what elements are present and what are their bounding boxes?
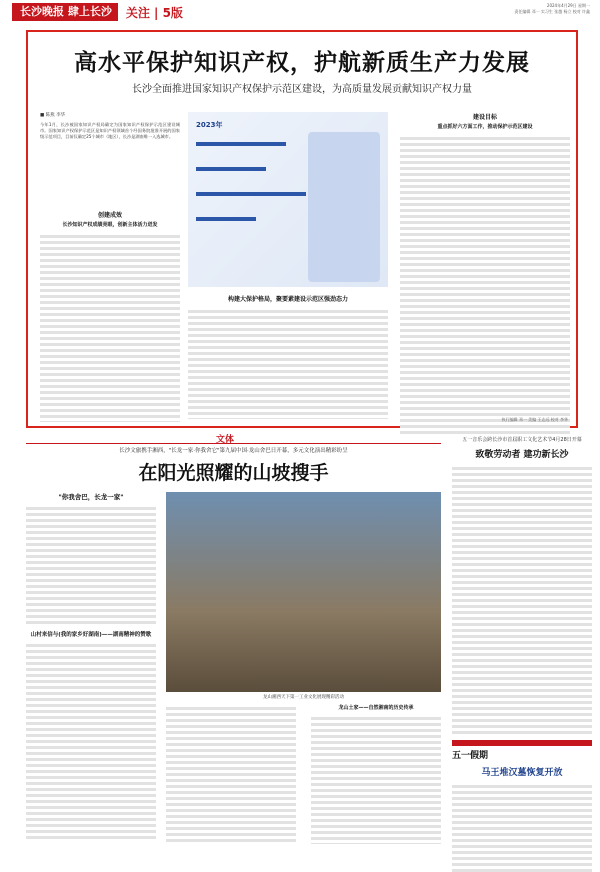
right-heading-1: 建设目标 <box>472 114 497 121</box>
byline: ■ 陈燕 李华 <box>40 113 66 118</box>
section1-body <box>26 504 156 624</box>
infographic-bar <box>196 167 266 171</box>
infographic-figure <box>308 132 380 282</box>
subheadline: 长沙全面推进国家知识产权保护示范区建设，为高质量发展贡献知识产权力量 <box>132 84 472 95</box>
section-label: 关注 | 5版 <box>125 5 183 20</box>
right-title-2: 五一假期 <box>452 751 489 761</box>
infographic-bar <box>196 142 286 146</box>
issue-meta: 2024年4月29日 星期一 责任编辑 邓一 实习生 张越 杨立 校对 许鑫 <box>514 3 590 14</box>
newspaper-logo: 长沙晚报 肆上长沙 <box>12 3 118 21</box>
right-title-3: 马王堆汉墓恢复开放 <box>481 768 563 778</box>
mid-heading: 构建大保护格局，聚要素建设示范区强劲态力 <box>227 296 348 303</box>
section-band <box>26 432 441 444</box>
right-body-2 <box>452 782 592 872</box>
right-title-1: 致敬劳动者 建功新长沙 <box>475 450 569 460</box>
bottom-col1 <box>26 492 156 841</box>
bottom-headline: 在阳光照耀的山坡搜手 <box>138 462 329 484</box>
band-label: 文体 <box>216 435 235 445</box>
right-kicker: 五一音乐会跨长沙市首届职工文化艺术节4月28日开幕 <box>462 437 582 443</box>
infographic <box>188 112 388 287</box>
masthead <box>0 0 600 24</box>
right-col <box>400 112 570 434</box>
top-story <box>26 30 578 428</box>
bottom-col2 <box>166 704 296 844</box>
kicker: 长沙文旅携手湘西，"长龙一家·你我舍它"第九届中国·龙山舍巴日开幕，多元文化演出精彩纷呈 <box>119 448 348 454</box>
infographic-title: 2023年 <box>196 121 223 129</box>
section2-heading: 山村来信与(我的家乡好湖南)——湖南精神的赞歌 <box>30 632 152 638</box>
main-headline: 高水平保护知识产权，护航新质生产力发展 <box>74 50 530 76</box>
section3-heading: 龙山土家——自然湘南的历史传承 <box>338 705 414 711</box>
right-column <box>452 432 592 872</box>
section2-body <box>26 641 156 841</box>
lead-paragraph: 今年1月，长沙被国家知识产权局确定为国家知识产权保护示范区建设城市。国家知识产权保护示范区是知识产权领域首个经国务院批准开展的国家级示范项目，目前仅确定25个城市（地区），长沙是湖南唯一入选城市。 <box>40 122 180 140</box>
infographic-bar <box>196 217 256 221</box>
section3-body <box>311 714 441 844</box>
right-heading-2: 重点抓好六方面工作，推动保护示范区建设 <box>437 124 533 130</box>
divider-bar <box>452 740 592 746</box>
right-body-1 <box>452 464 592 734</box>
right-body <box>400 134 570 434</box>
col1-heading: 创建成效 <box>97 212 122 219</box>
col1-heading-block <box>40 210 180 228</box>
bottom-story <box>26 432 441 852</box>
infographic-bar <box>196 192 306 196</box>
footer-mark: 执行编辑 邓一 美编 王志远 校对 李华 <box>501 417 568 422</box>
section1-heading: "你我舍巴，长龙一家" <box>58 493 124 501</box>
photo-caption: 龙山湘西天下第一工业文化展现精彩活动 <box>263 695 344 700</box>
col1-subheading: 长沙知识产权成绩亮眼，创新主体活力迸发 <box>62 222 158 228</box>
mid-body <box>188 307 388 419</box>
main-photo <box>166 492 441 692</box>
col1-body <box>40 232 180 422</box>
bottom-col3 <box>311 704 441 844</box>
